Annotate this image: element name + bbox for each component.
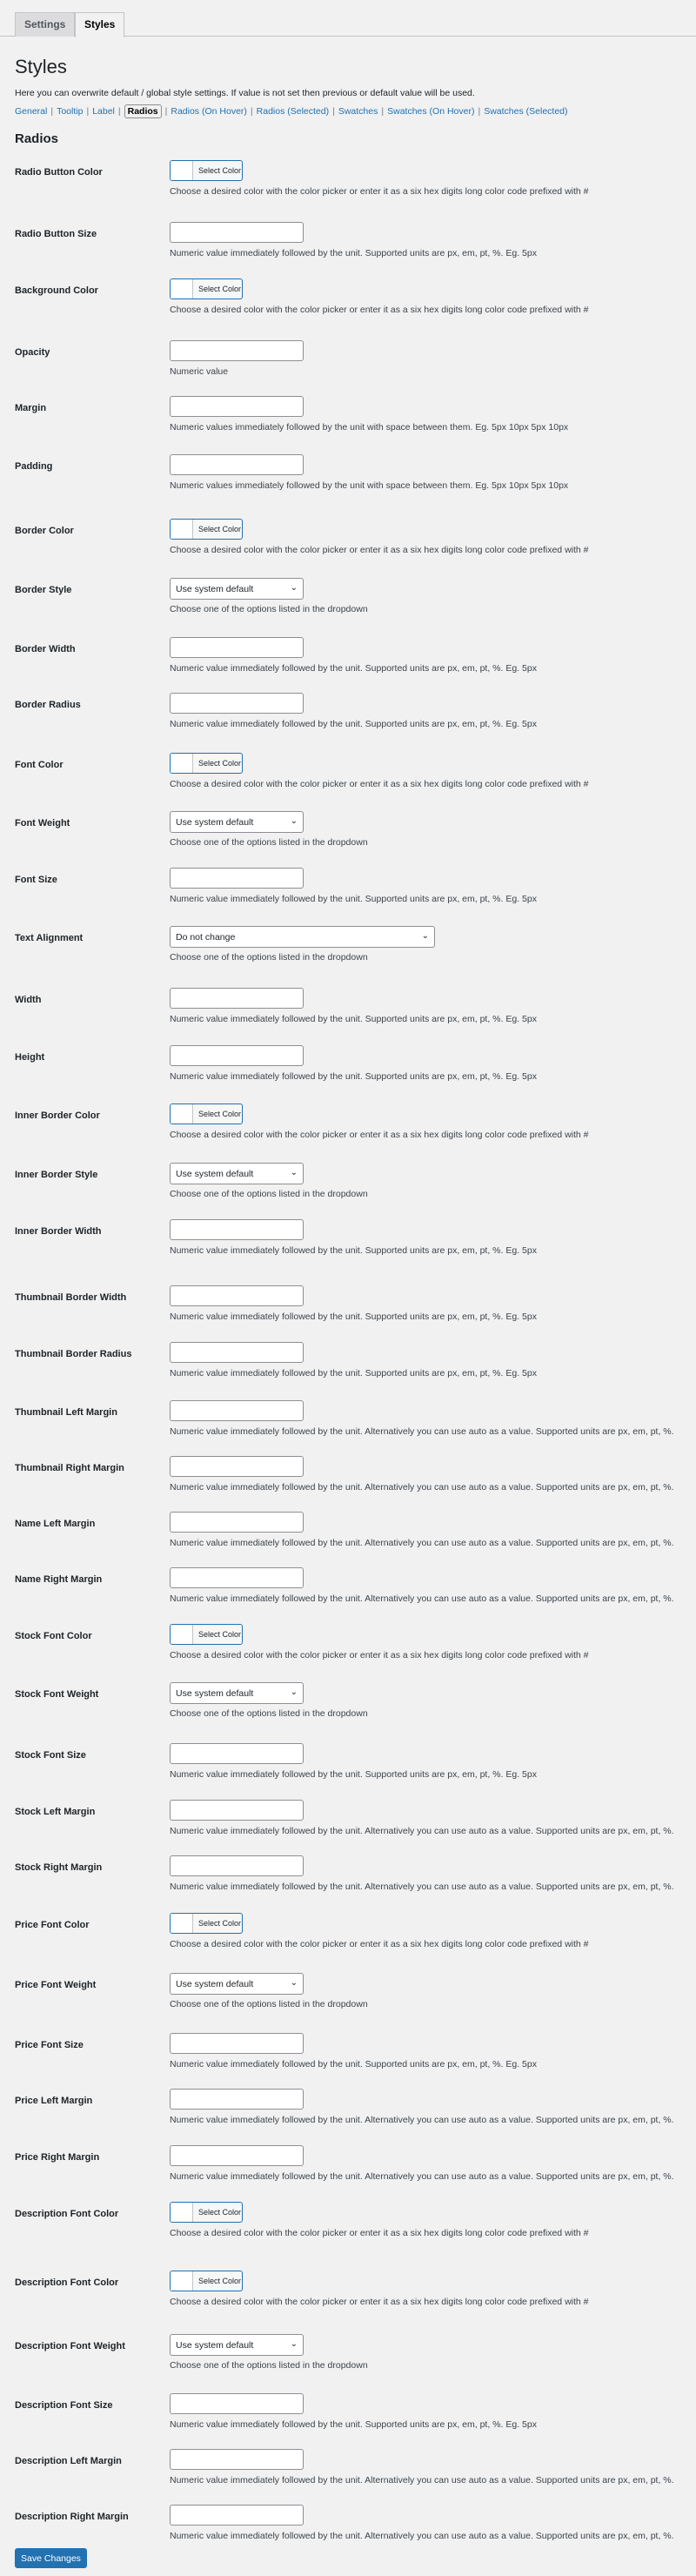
field-description: Numeric value immediately followed by the unit. Supported units are px, em, pt, %. Eg. 5px	[170, 894, 537, 904]
field-label: Radio Button Size	[15, 229, 97, 239]
color-button-label: Select Color	[198, 1110, 242, 1118]
field-label: Thumbnail Right Margin	[15, 1463, 124, 1473]
field-description: Choose a desired color with the color picker or enter it as a six hex digits long color code prefixed with #	[170, 305, 589, 315]
color-button-label: Select Color	[198, 1630, 242, 1639]
field-description: Numeric value immediately followed by the unit. Alternatively you can use auto as a value. Supported units are px, em, pt, %.	[170, 2475, 674, 2485]
field-label: Height	[15, 1052, 45, 1063]
field-label: Description Font Color	[15, 2209, 119, 2219]
selected-option: Do not change	[176, 932, 236, 943]
field-label: Stock Font Color	[15, 1631, 92, 1641]
field-label: Inner Border Style	[15, 1170, 98, 1180]
text-input[interactable]	[170, 2505, 304, 2526]
field-label: Description Font Color	[15, 2277, 119, 2288]
chevron-down-icon: ⌄	[290, 2339, 298, 2349]
subnav-swatches-selected[interactable]: Swatches (Selected)	[484, 106, 568, 117]
selected-option: Use system default	[176, 1979, 254, 1989]
field-description: Choose a desired color with the color picker or enter it as a six hex digits long color code prefixed with #	[170, 2228, 589, 2238]
field-label: Description Font Size	[15, 2400, 113, 2411]
color-swatch	[171, 2271, 193, 2291]
color-swatch	[171, 2203, 193, 2222]
subnav-swatches-on-hover[interactable]: Swatches (On Hover)	[387, 106, 475, 117]
color-swatch	[171, 754, 193, 773]
text-input[interactable]	[170, 2033, 304, 2054]
field-description: Numeric value	[170, 366, 229, 377]
subnav-label[interactable]: Label	[92, 106, 115, 117]
field-description: Choose a desired color with the color picker or enter it as a six hex digits long color code prefixed with #	[170, 186, 589, 197]
text-input[interactable]	[170, 1855, 304, 1876]
field-label: Price Font Size	[15, 2040, 84, 2050]
field-description: Choose a desired color with the color picker or enter it as a six hex digits long color code prefixed with #	[170, 545, 589, 555]
text-input[interactable]	[170, 2089, 304, 2110]
chevron-down-icon: ⌄	[290, 1687, 298, 1697]
field-label: Price Left Margin	[15, 2096, 93, 2106]
text-input[interactable]	[170, 988, 304, 1009]
text-input[interactable]	[170, 2449, 304, 2470]
field-description: Numeric values immediately followed by the unit with space between them. Eg. 5px 10px 5px 10px	[170, 480, 569, 491]
field-description: Choose a desired color with the color picker or enter it as a six hex digits long color code prefixed with #	[170, 1650, 589, 1660]
field-description: Numeric value immediately followed by the unit. Supported units are px, em, pt, %. Eg. 5px	[170, 2419, 537, 2430]
field-description: Choose a desired color with the color picker or enter it as a six hex digits long color code prefixed with #	[170, 779, 589, 789]
text-input[interactable]	[170, 693, 304, 714]
field-description: Numeric value immediately followed by the unit. Supported units are px, em, pt, %. Eg. 5px	[170, 1311, 537, 1322]
text-input[interactable]	[170, 1456, 304, 1477]
text-input[interactable]	[170, 1512, 304, 1533]
text-input[interactable]	[170, 1400, 304, 1421]
field-label: Stock Font Size	[15, 1750, 86, 1761]
color-button-label: Select Color	[198, 1919, 242, 1928]
field-label: Stock Left Margin	[15, 1807, 96, 1817]
color-swatch	[171, 279, 193, 299]
field-description: Numeric value immediately followed by the unit. Supported units are px, em, pt, %. Eg. 5px	[170, 719, 537, 729]
color-swatch	[171, 1914, 193, 1933]
text-input[interactable]	[170, 1743, 304, 1764]
subnav-general[interactable]: General	[15, 106, 48, 117]
text-input[interactable]	[170, 637, 304, 658]
color-picker-button[interactable]	[170, 1913, 243, 1934]
field-description: Choose a desired color with the color picker or enter it as a six hex digits long color code prefixed with #	[170, 1130, 589, 1140]
field-description: Choose one of the options listed in the dropdown	[170, 837, 368, 848]
chevron-down-icon: ⌄	[290, 816, 298, 826]
text-input[interactable]	[170, 340, 304, 361]
field-description: Choose one of the options listed in the dropdown	[170, 1999, 368, 2009]
field-description: Numeric value immediately followed by the unit. Supported units are px, em, pt, %. Eg. 5px	[170, 1769, 537, 1780]
selected-option: Use system default	[176, 584, 254, 594]
field-description: Choose one of the options listed in the dropdown	[170, 2360, 368, 2371]
field-label: Border Radius	[15, 700, 81, 710]
color-button-label: Select Color	[198, 2208, 242, 2217]
color-picker-button[interactable]	[170, 2202, 243, 2223]
color-swatch	[171, 520, 193, 539]
color-button-label: Select Color	[198, 166, 242, 175]
text-input[interactable]	[170, 222, 304, 243]
field-description: Numeric values immediately followed by the unit with space between them. Eg. 5px 10px 5px 10px	[170, 422, 569, 433]
subnav-tooltip[interactable]: Tooltip	[57, 106, 84, 117]
color-picker-button[interactable]	[170, 1624, 243, 1645]
field-label: Description Font Weight	[15, 2341, 125, 2351]
chevron-down-icon: ⌄	[421, 931, 429, 941]
color-button-label: Select Color	[198, 2277, 242, 2285]
field-label: Border Style	[15, 585, 72, 595]
field-label: Border Width	[15, 644, 76, 654]
field-label: Width	[15, 995, 42, 1005]
color-swatch	[171, 161, 193, 180]
field-description: Choose one of the options listed in the dropdown	[170, 1708, 368, 1719]
field-description: Numeric value immediately followed by the unit. Alternatively you can use auto as a value. Supported units are px, em, pt, %.	[170, 2531, 674, 2541]
save-changes-button[interactable]: Save Changes	[15, 2548, 87, 2568]
dropdown-select[interactable]	[170, 2334, 304, 2356]
field-description: Numeric value immediately followed by the unit. Supported units are px, em, pt, %. Eg. 5px	[170, 1014, 537, 1024]
field-label: Description Right Margin	[15, 2512, 129, 2522]
field-label: Radio Button Color	[15, 167, 103, 178]
text-input[interactable]	[170, 868, 304, 889]
field-description: Numeric value immediately followed by the unit. Alternatively you can use auto as a value. Supported units are px, em, pt, %.	[170, 2171, 674, 2182]
subnav-swatches[interactable]: Swatches	[338, 106, 378, 117]
field-label: Thumbnail Border Radius	[15, 1349, 132, 1359]
color-picker-button[interactable]	[170, 1104, 243, 1124]
text-input[interactable]	[170, 1219, 304, 1240]
field-label: Inner Border Color	[15, 1110, 100, 1121]
text-input[interactable]	[170, 2393, 304, 2414]
field-label: Margin	[15, 403, 47, 413]
dropdown-select[interactable]	[170, 1682, 304, 1704]
field-label: Name Left Margin	[15, 1519, 96, 1529]
chevron-down-icon: ⌄	[290, 1168, 298, 1177]
field-label: Thumbnail Left Margin	[15, 1407, 117, 1418]
field-description: Choose a desired color with the color picker or enter it as a six hex digits long color code prefixed with #	[170, 1939, 589, 1949]
color-button-label: Select Color	[198, 525, 242, 533]
dropdown-select[interactable]	[170, 578, 304, 600]
dropdown-select[interactable]	[170, 1163, 304, 1184]
field-label: Thumbnail Border Width	[15, 1292, 127, 1303]
field-description: Numeric value immediately followed by the unit. Supported units are px, em, pt, %. Eg. 5px	[170, 248, 537, 258]
field-description: Numeric value immediately followed by the unit. Alternatively you can use auto as a value. Supported units are px, em, pt, %.	[170, 1826, 674, 1836]
field-label: Text Alignment	[15, 933, 84, 943]
nav-tab-bar	[0, 0, 696, 37]
field-description: Numeric value immediately followed by the unit. Supported units are px, em, pt, %. Eg. 5px	[170, 1368, 537, 1379]
field-label: Price Right Margin	[15, 2152, 100, 2163]
color-picker-button[interactable]	[170, 519, 243, 540]
chevron-down-icon: ⌄	[290, 583, 298, 593]
dropdown-select[interactable]	[170, 811, 304, 833]
field-label: Stock Right Margin	[15, 1862, 103, 1873]
field-description: Numeric value immediately followed by the unit. Supported units are px, em, pt, %. Eg. 5px	[170, 2059, 537, 2070]
field-label: Font Weight	[15, 818, 70, 828]
color-picker-button[interactable]	[170, 753, 243, 774]
selected-option: Use system default	[176, 1169, 254, 1179]
subnav-radios-selected[interactable]: Radios (Selected)	[256, 106, 330, 117]
field-label: Opacity	[15, 347, 50, 358]
tab-styles[interactable]: Styles	[75, 12, 124, 37]
tab-settings[interactable]: Settings	[15, 12, 75, 37]
field-label: Font Size	[15, 875, 57, 885]
text-input[interactable]	[170, 2145, 304, 2166]
selected-option: Use system default	[176, 1688, 254, 1699]
text-input[interactable]	[170, 454, 304, 475]
color-swatch	[171, 1104, 193, 1124]
field-description: Numeric value immediately followed by the unit. Alternatively you can use auto as a value. Supported units are px, em, pt, %.	[170, 1593, 674, 1604]
field-description: Choose a desired color with the color picker or enter it as a six hex digits long color code prefixed with #	[170, 2297, 589, 2307]
field-label: Inner Border Width	[15, 1226, 102, 1237]
section-title: Radios	[15, 131, 59, 146]
field-label: Border Color	[15, 526, 74, 536]
text-input[interactable]	[170, 1285, 304, 1306]
page-title: Styles	[15, 56, 67, 77]
field-description: Choose one of the options listed in the dropdown	[170, 1189, 368, 1199]
selected-option: Use system default	[176, 817, 254, 828]
page-intro: Here you can overwrite default / global style settings. If value is not set then previous or default value will be used.	[15, 88, 475, 98]
text-input[interactable]	[170, 1045, 304, 1066]
subnav-radios-on-hover[interactable]: Radios (On Hover)	[171, 106, 247, 117]
field-description: Numeric value immediately followed by the unit. Alternatively you can use auto as a value. Supported units are px, em, pt, %.	[170, 1482, 674, 1493]
field-description: Numeric value immediately followed by the unit. Alternatively you can use auto as a value. Supported units are px, em, pt, %.	[170, 2115, 674, 2125]
field-description: Choose one of the options listed in the dropdown	[170, 952, 368, 963]
color-picker-button[interactable]	[170, 160, 243, 181]
text-input[interactable]	[170, 1800, 304, 1821]
color-picker-button[interactable]	[170, 278, 243, 299]
field-description: Numeric value immediately followed by the unit. Supported units are px, em, pt, %. Eg. 5px	[170, 1071, 537, 1082]
dropdown-select[interactable]	[170, 1973, 304, 1995]
field-label: Stock Font Weight	[15, 1689, 99, 1700]
text-input[interactable]	[170, 396, 304, 417]
text-input[interactable]	[170, 1567, 304, 1588]
field-label: Background Color	[15, 285, 98, 296]
field-description: Numeric value immediately followed by the unit. Alternatively you can use auto as a value. Supported units are px, em, pt, %.	[170, 1882, 674, 1892]
field-label: Font Color	[15, 760, 64, 770]
color-swatch	[171, 1625, 193, 1644]
color-button-label: Select Color	[198, 759, 242, 768]
style-subnav: General | Tooltip | Label | Radios | Radios (On Hover) | Radios (Selected) | Swatches | Swatches (On Hover) | Swatches (Selected)	[15, 106, 568, 117]
subnav-radios[interactable]: Radios	[124, 104, 162, 118]
field-label: Price Font Weight	[15, 1980, 97, 1990]
field-label: Padding	[15, 461, 53, 472]
chevron-down-icon: ⌄	[290, 1978, 298, 1988]
field-description: Numeric value immediately followed by the unit. Alternatively you can use auto as a value. Supported units are px, em, pt, %.	[170, 1426, 674, 1437]
field-description: Numeric value immediately followed by the unit. Supported units are px, em, pt, %. Eg. 5px	[170, 1245, 537, 1256]
field-description: Numeric value immediately followed by the unit. Alternatively you can use auto as a value. Supported units are px, em, pt, %.	[170, 1538, 674, 1548]
field-label: Name Right Margin	[15, 1574, 103, 1585]
color-picker-button[interactable]	[170, 2271, 243, 2291]
field-description: Choose one of the options listed in the dropdown	[170, 604, 368, 614]
color-button-label: Select Color	[198, 285, 242, 293]
dropdown-select[interactable]	[170, 926, 435, 948]
selected-option: Use system default	[176, 2340, 254, 2351]
text-input[interactable]	[170, 1342, 304, 1363]
field-label: Description Left Margin	[15, 2456, 122, 2466]
field-description: Numeric value immediately followed by the unit. Supported units are px, em, pt, %. Eg. 5px	[170, 663, 537, 674]
field-label: Price Font Color	[15, 1920, 90, 1930]
